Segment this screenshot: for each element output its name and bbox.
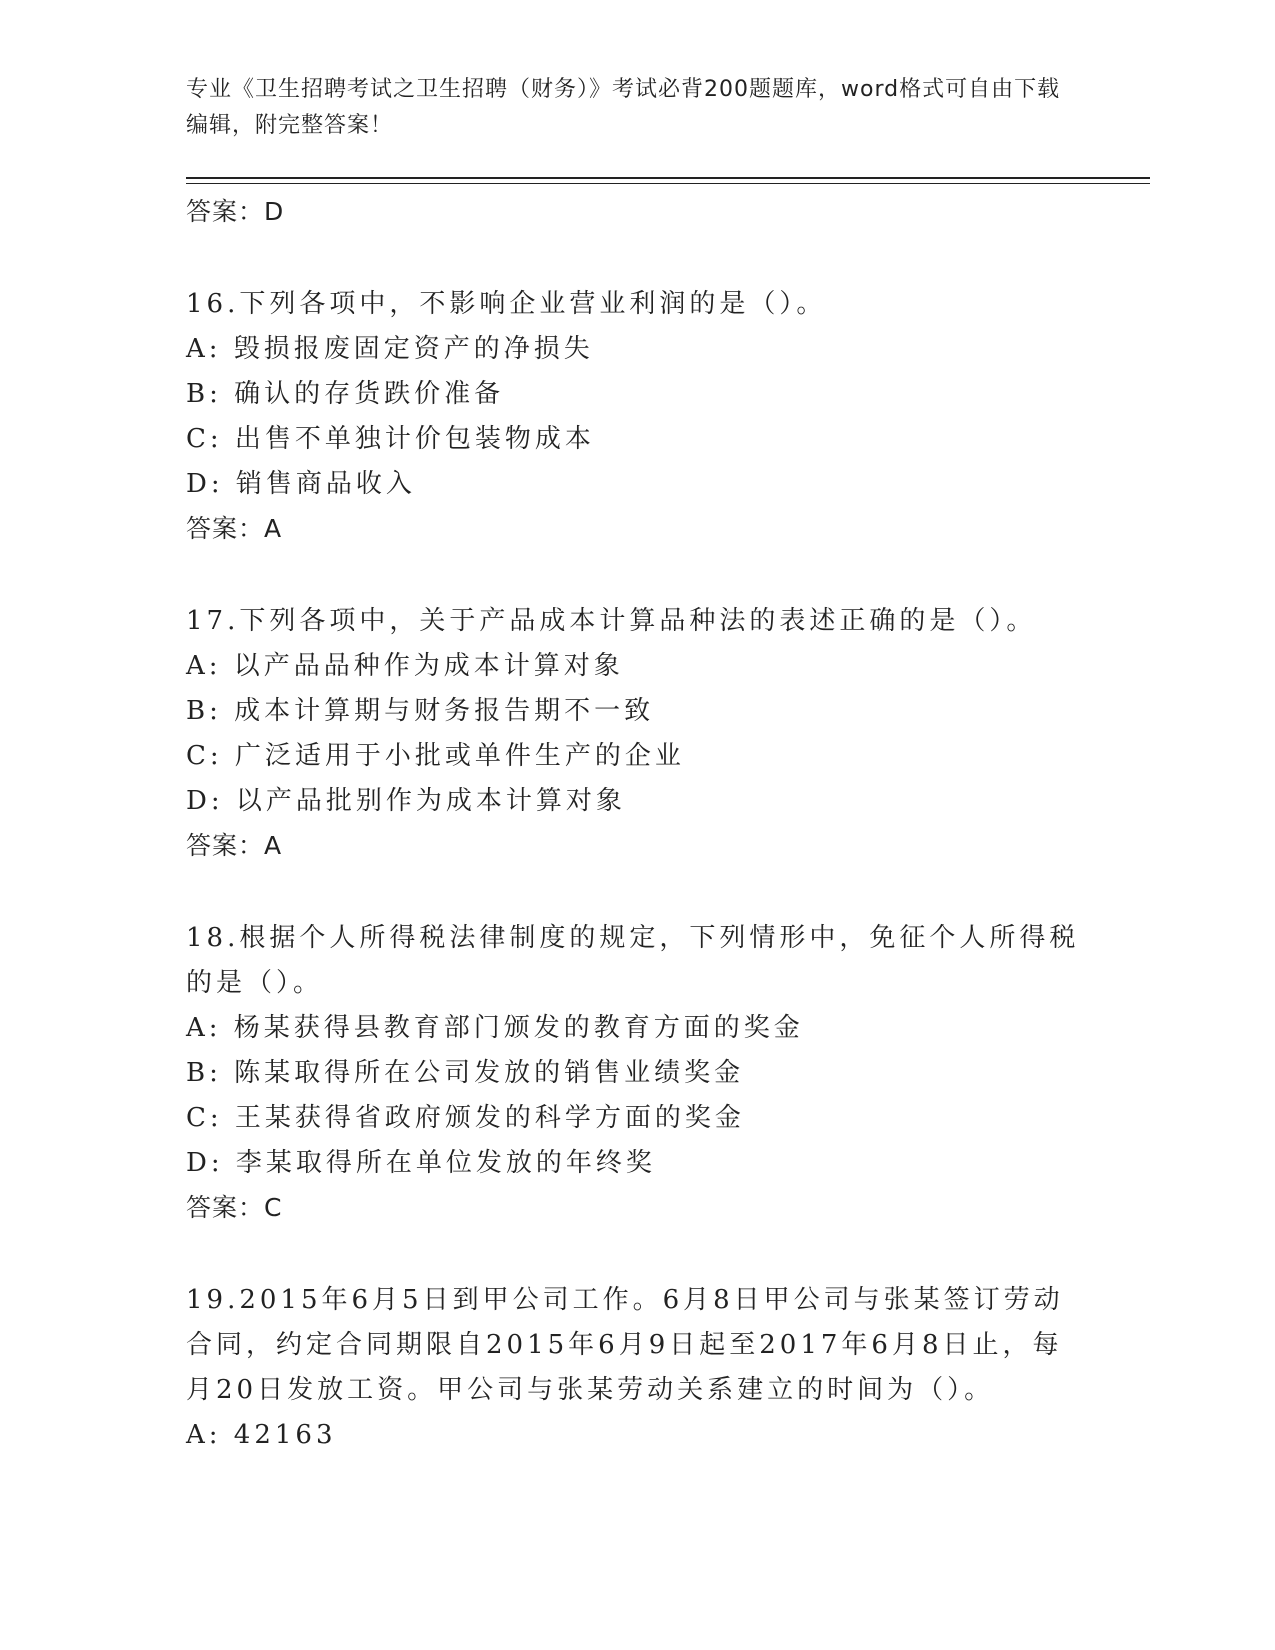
answer: 答案：A — [186, 514, 283, 543]
spacer — [186, 234, 1086, 282]
question-stem: 18.根据个人所得税法律制度的规定，下列情形中，免征个人所得税的是（）。 — [186, 923, 1080, 998]
spacer — [186, 551, 1086, 599]
question-16 — [186, 282, 1086, 551]
question-18 — [186, 916, 1086, 1230]
option-a: A: 以产品品种作为成本计算对象 — [186, 651, 624, 681]
option-a: A: 42163 — [186, 1420, 337, 1450]
question-stem: 17.下列各项中，关于产品成本计算品种法的表述正确的是（）。 — [186, 606, 1037, 636]
question-stem: 16.下列各项中，不影响企业营业利润的是（）。 — [186, 289, 827, 319]
question-stem: 19.2015年6月5日到甲公司工作。6月8日甲公司与张某签订劳动合同，约定合同期限自2015年6月9日起至2017年6月8日止，每月20日发放工资。甲公司与张某劳动关系建立的时间为（）。 — [186, 1285, 1064, 1405]
document-header: 专业《卫生招聘考试之卫生招聘（财务）》考试必背200题题库，word格式可自由下载编辑，附完整答案！ — [186, 77, 1061, 138]
spacer — [186, 1230, 1086, 1278]
option-a: A: 毁损报废固定资产的净损失 — [186, 334, 594, 364]
spacer — [186, 868, 1086, 916]
answer: 答案：A — [186, 831, 283, 860]
option-a: A: 杨某获得县教育部门颁发的教育方面的奖金 — [186, 1013, 804, 1043]
option-d: D: 以产品批别作为成本计算对象 — [186, 786, 626, 816]
question-19 — [186, 1278, 1086, 1458]
answer: 答案：C — [186, 1193, 283, 1222]
option-b: B: 确认的存货跌价准备 — [186, 379, 505, 409]
previous-answer: 答案：D — [186, 197, 285, 226]
option-d: D: 李某取得所在单位发放的年终奖 — [186, 1148, 656, 1178]
question-17 — [186, 599, 1086, 868]
option-b: B: 陈某取得所在公司发放的销售业绩奖金 — [186, 1058, 745, 1088]
option-c: C: 出售不单独计价包装物成本 — [186, 424, 595, 454]
option-c: C: 广泛适用于小批或单件生产的企业 — [186, 741, 685, 771]
option-d: D: 销售商品收入 — [186, 469, 416, 499]
question-list — [186, 190, 1086, 1458]
header-rule-thin — [186, 183, 1150, 184]
option-c: C: 王某获得省政府颁发的科学方面的奖金 — [186, 1103, 745, 1133]
header-rule-thick — [186, 177, 1150, 179]
option-b: B: 成本计算期与财务报告期不一致 — [186, 696, 655, 726]
